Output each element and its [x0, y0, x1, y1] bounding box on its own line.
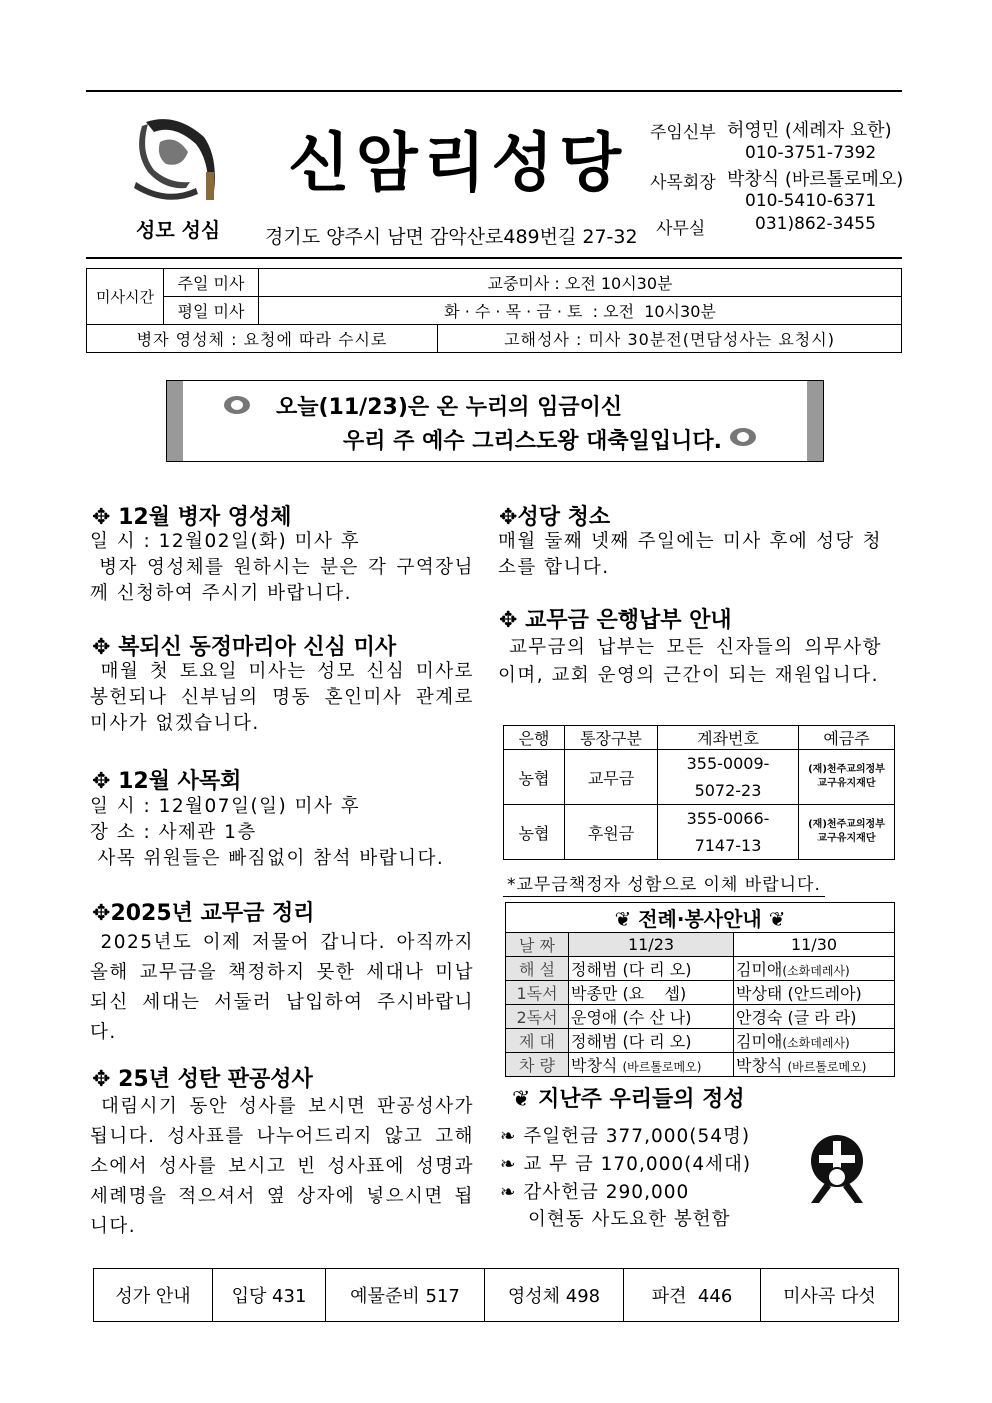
- section-title-offering: ❦ 지난주 우리들의 정성: [512, 1087, 745, 1112]
- service-cell: 안경숙 (글 라 라): [734, 1005, 895, 1029]
- service-cell: 운영애 (수 산 나): [569, 1005, 734, 1029]
- pastor-name: 허영민 (세례자 요한): [727, 120, 892, 141]
- bank-transfer-note: *교무금책정자 성함으로 이체 바랍니다.: [503, 870, 825, 897]
- date-cell: 11/23: [569, 933, 734, 957]
- confession-body: 대림시기 동안 성사를 보시면 판공성사가 됩니다. 성사표를 나누어드리지 않고 고해소에서 성사를 보시고 빈 성사표에 성명과 세례명을 적으셔서 옆 상자에 넣으시면 됩니다.: [90, 1096, 482, 1237]
- offering-note: 이현동 사도요한 봉헌함: [528, 1209, 731, 1230]
- row-label: 해 설: [506, 957, 569, 981]
- diamond-bullet-icon: ✥: [92, 505, 119, 530]
- hymn-communion: 영성체 498: [485, 1269, 624, 1322]
- account-owner-cell: (재)천주교의정부 교구유지재단: [799, 750, 895, 805]
- table-row: [506, 957, 895, 981]
- section-title-dues: ✥2025년 교무금 정리: [92, 901, 315, 926]
- chair-phone: 010-5410-6371: [745, 191, 877, 211]
- account-type-cell: 후원금: [565, 805, 658, 860]
- hymn-entrance: 입당 431: [213, 1269, 326, 1322]
- pastor-label: 주임신부: [650, 123, 716, 143]
- offering-item: ❧ 주일헌금 377,000(54명): [500, 1126, 751, 1147]
- account-type-cell: 교무금: [565, 750, 658, 805]
- cleaning-body: 매월 둘째 넷째 주일에는 미사 후에 성당 청소를 합니다.: [498, 531, 882, 578]
- section-title-sick-communion: ✥ 12월 병자 영성체: [92, 505, 292, 530]
- header-rule: [86, 257, 902, 259]
- office-phone: 031)862-3455: [755, 214, 876, 234]
- bank-header: 통장구분: [565, 726, 658, 750]
- bank-header: 예금주: [799, 726, 895, 750]
- service-cell: 김미애(소화데레사): [734, 1029, 895, 1053]
- chair-label: 사목회장: [650, 173, 716, 193]
- bank-account-table: [503, 725, 895, 860]
- account-number-cell: 355-0009- 5072-23: [658, 750, 799, 805]
- sick-communion-body: 일 시 : 12월02일(화) 미사 후 병자 영성체를 원하시는 분은 각 구역장님께 신청하여 주시기 바랍니다.: [90, 531, 474, 604]
- leaf-bullet-icon: ❧: [500, 1154, 524, 1175]
- bank-header: 은행: [504, 726, 565, 750]
- sunday-mass-label: 주일 미사: [164, 269, 259, 297]
- marian-mass-body: 매월 첫 토요일 미사는 성모 신심 미사로 봉헌되나 신부님의 명동 혼인미사 관계로 미사가 없겠습니다.: [90, 661, 482, 734]
- section-title-cleaning: ✥성당 청소: [499, 505, 611, 530]
- chair-name: 박창식 (바르톨로메오): [727, 169, 904, 190]
- service-table-title: ❦ 전례·봉사안내 ❦: [506, 903, 895, 933]
- banner-left-bar: [167, 381, 183, 461]
- banner-right-bar: [807, 381, 823, 461]
- diamond-bullet-icon: ✥: [92, 769, 119, 794]
- offering-item: ❧ 감사헌금 290,000: [500, 1182, 690, 1203]
- bank-cell: 농협: [504, 805, 565, 860]
- pastor-phone: 010-3751-7392: [745, 143, 877, 163]
- banner-ornament-icon: [730, 428, 756, 446]
- service-cell: 박창식 (바르톨로메오): [734, 1053, 895, 1077]
- bank-header: 계좌번호: [658, 726, 799, 750]
- logo-caption: 성모 성심: [136, 218, 221, 242]
- hymn-dismissal: 파견 446: [624, 1269, 761, 1322]
- date-cell: 11/30: [734, 933, 895, 957]
- bank-cell: 농협: [504, 750, 565, 805]
- banner-ornament-icon: [224, 396, 250, 414]
- liturgy-service-table: [505, 902, 895, 1077]
- office-label: 사무실: [656, 219, 706, 239]
- service-cell: 박종만 (요 셉): [569, 981, 734, 1005]
- row-label: 날 짜: [506, 933, 569, 957]
- row-label: 차 량: [506, 1053, 569, 1077]
- table-row: [504, 805, 895, 860]
- table-row: [506, 1029, 895, 1053]
- section-title-marian-mass: ✥ 복되신 동정마리아 신심 미사: [92, 635, 397, 660]
- hymn-mass-setting: 미사곡 다섯: [761, 1269, 899, 1322]
- service-cell: 박상태 (안드레아): [734, 981, 895, 1005]
- bank-body: 교무금의 납부는 모든 신자들의 의무사항이며, 교회 운영의 근간이 되는 재원입니다.: [498, 637, 882, 686]
- leaf-bullet-icon: ❧: [500, 1126, 524, 1147]
- table-row: [506, 1005, 895, 1029]
- table-row: [506, 933, 895, 957]
- service-cell: 정해범 (다 리 오): [569, 957, 734, 981]
- table-row: [504, 750, 895, 805]
- account-number-cell: 355-0066- 7147-13: [658, 805, 799, 860]
- hymn-guide-label: 성가 안내: [94, 1269, 213, 1322]
- diamond-bullet-icon: ✥: [499, 505, 518, 530]
- row-label: 2독서: [506, 1005, 569, 1029]
- table-row: [506, 981, 895, 1005]
- weekday-mass-label: 평일 미사: [164, 297, 259, 325]
- banner-line-2: 우리 주 예수 그리스도왕 대축일입니다.: [343, 429, 723, 454]
- diamond-bullet-icon: ✥: [92, 635, 119, 660]
- diamond-bullet-icon: ✥: [92, 1067, 119, 1092]
- service-cell: 김미애(소화데레사): [734, 957, 895, 981]
- pastoral-council-body: 일 시 : 12월07일(일) 미사 후 장 소 : 사제관 1층 사목 위원들은 빠짐없이 참석 바랍니다.: [90, 796, 445, 869]
- dues-body: 2025년도 이제 저물어 갑니다. 아직까지 올해 교무금을 책정하지 못한 세대나 미납되신 세대는 서둘러 납입하여 주시바랍니다.: [90, 932, 482, 1043]
- table-row: [506, 1053, 895, 1077]
- eucharist-icon: [805, 1133, 869, 1205]
- service-cell: 박창식 (바르톨로메오): [569, 1053, 734, 1077]
- service-cell: 정해범 (다 리 오): [569, 1029, 734, 1053]
- sick-communion-info: 병자 영성체 : 요청에 따라 수시로: [87, 325, 438, 353]
- row-label: 1독서: [506, 981, 569, 1005]
- leaf-bullet-icon: ❧: [500, 1182, 524, 1203]
- mass-times-label: 미사시간: [87, 269, 164, 325]
- offering-item: ❧ 교 무 금 170,000(4세대): [500, 1154, 752, 1175]
- account-owner-cell: (재)천주교의정부 교구유지재단: [799, 805, 895, 860]
- mass-times-table: [86, 268, 902, 353]
- weekday-mass-value: 화 · 수 · 목 · 금 · 토 : 오전 10시30분: [259, 297, 902, 325]
- section-title-pastoral-council: ✥ 12월 사목회: [92, 769, 242, 794]
- hymn-guide-table: [93, 1268, 899, 1322]
- diamond-bullet-icon: ✥: [499, 608, 526, 633]
- sunday-mass-value: 교중미사 : 오전 10시30분: [259, 269, 902, 297]
- sacred-heart-logo: [126, 112, 226, 212]
- section-title-bank: ✥ 교무금 은행납부 안내: [499, 608, 732, 633]
- row-label: 제 대: [506, 1029, 569, 1053]
- confession-info: 고해성사 : 미사 30분전(면담성사는 요청시): [438, 325, 902, 353]
- top-rule: [86, 90, 902, 92]
- diamond-bullet-icon: ✥: [92, 901, 111, 926]
- church-title: 신암리성당: [288, 127, 628, 201]
- banner-line-1: 오늘(11/23)은 온 누리의 임금이신: [276, 395, 623, 420]
- section-title-confession: ✥ 25년 성탄 판공성사: [92, 1067, 313, 1092]
- church-address: 경기도 양주시 남면 감악산로489번길 27-32: [265, 226, 638, 248]
- hymn-offertory: 예물준비 517: [326, 1269, 485, 1322]
